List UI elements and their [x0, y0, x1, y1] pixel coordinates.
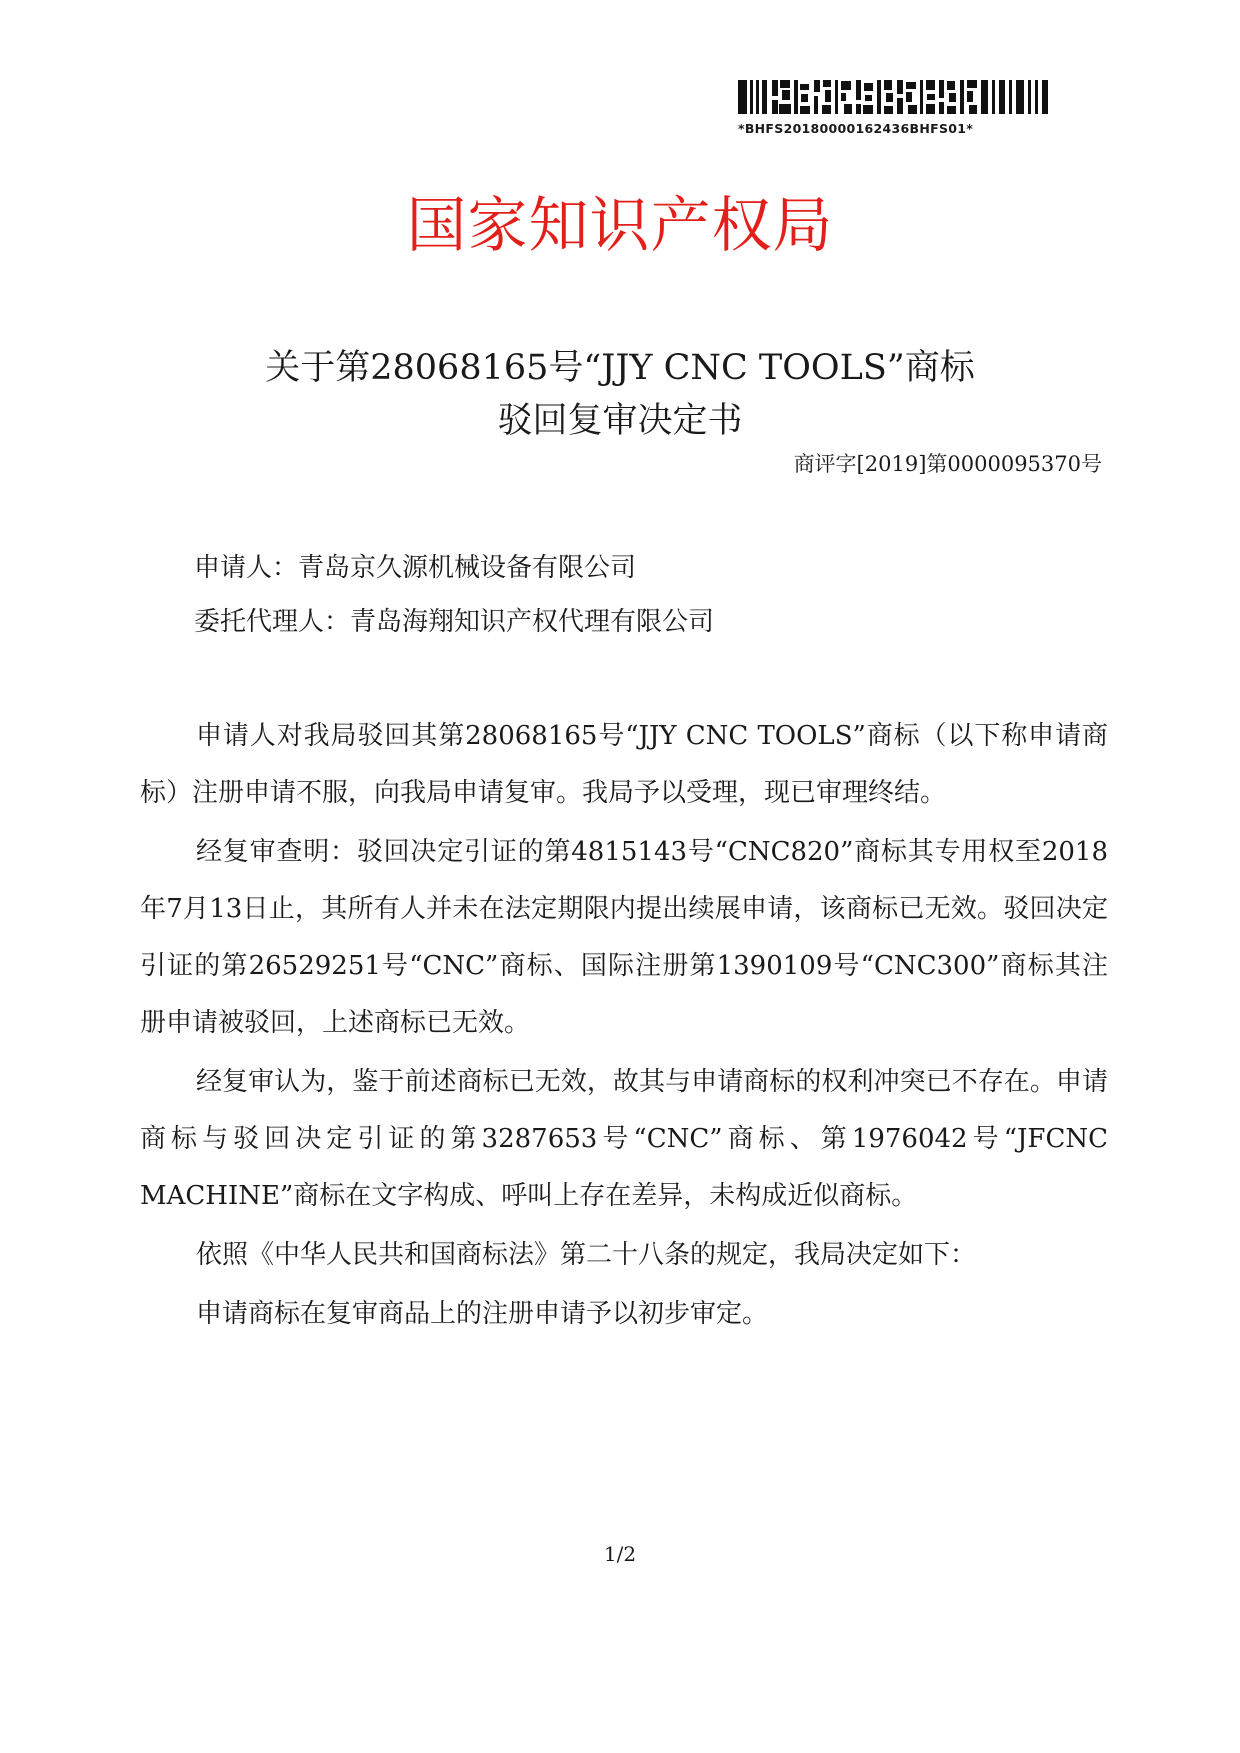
agency-name: 国家知识产权局: [406, 191, 834, 261]
document-number: 商评字[2019]第0000095370号: [793, 452, 1102, 476]
barcode-text: *BHFS20180000162436BHFS01*: [738, 121, 974, 136]
paragraph-findings: 经复审查明：驳回决定引证的第4815143号“CNC820”商标其专用权至2018年7月13日止，其所有人并未在法定期限内提出续展申请，该商标已无效。驳回决定引证的第26529251号“CNC”商标、国际注册第1390109号“CNC300”商标其注册申请被驳回，上述商标已无效。: [140, 837, 1108, 1038]
paragraph-opinion: 经复审认为，鉴于前述商标已无效，故其与申请商标的权利冲突已不存在。申请商标与驳回决定引证的第3287653号“CNC”商标、第1976042号“JFCNC MACHINE”商标在文字构成、呼叫上存在差异，未构成近似商标。: [140, 1067, 1108, 1211]
paragraph-background: 申请人对我局驳回其第28068165号“JJY CNC TOOLS”商标（以下称申请商标）注册申请不服，向我局申请复审。我局予以受理，现已审理终结。: [140, 721, 1108, 808]
barcode: [738, 78, 1050, 136]
applicant: 申请人：青岛京久源机械设备有限公司: [194, 553, 637, 583]
agent: 委托代理人：青岛海翔知识产权代理有限公司: [194, 607, 715, 637]
paragraph-legal-basis: 依照《中华人民共和国商标法》第二十八条的规定，我局决定如下：: [196, 1240, 977, 1270]
decision-body: [140, 708, 1108, 1345]
paragraph-decision: 申请商标在复审商品上的注册申请予以初步审定。: [196, 1299, 769, 1329]
document-title-line-2: 驳回复审决定书: [497, 401, 743, 441]
document-title-line-1: 关于第28068165号“JJY CNC TOOLS”商标: [265, 348, 975, 388]
barcode-graphic: [738, 78, 1050, 118]
page-number: 1/2: [603, 1542, 637, 1566]
